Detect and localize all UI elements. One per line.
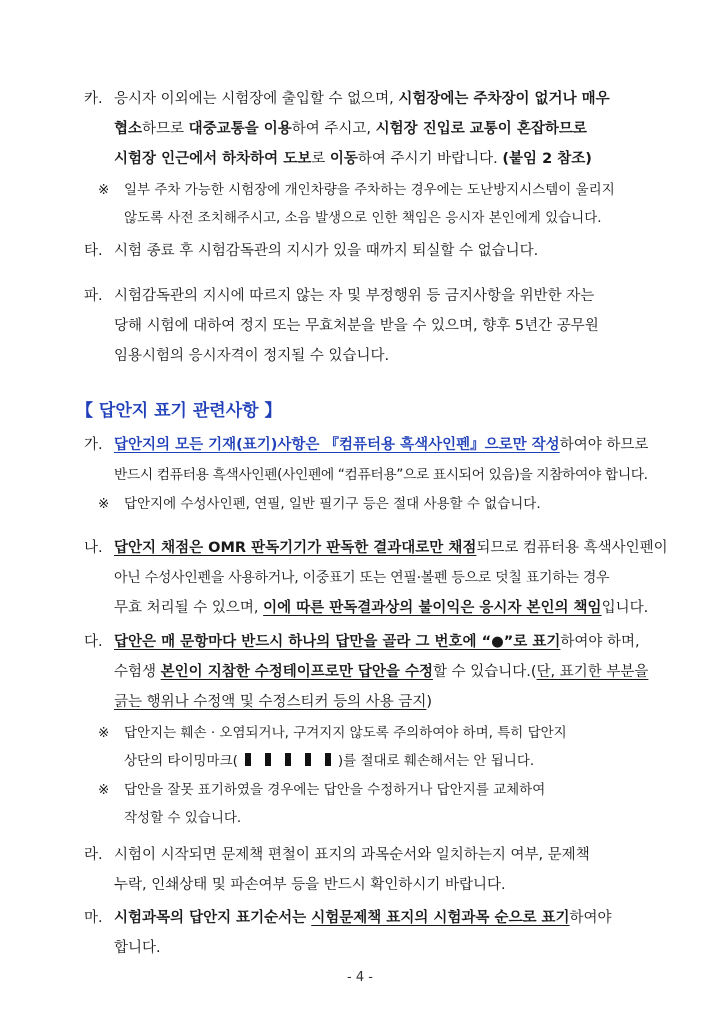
item-marker: 카. [84,91,103,107]
item-marker: 라. [84,847,103,863]
item-marker: 다. [84,634,103,650]
answer-item-ma [84,903,654,963]
item-line: 시험이 시작되면 문제책 편철이 표지의 과목순서와 일치하는지 여부, 문제책 [114,847,590,863]
note-marker: ※ [98,496,110,512]
item-line: 답안은 매 문항마다 반드시 하나의 답만을 골라 그 번호에 “●”로 표기하여야 하며, [114,634,640,650]
item-line: 응시자 이외에는 시험장에 출입할 수 없으며, 시험장에는 주차장이 없거나 매우 [114,91,610,107]
item-ta [84,236,654,266]
item-line: 시험감독관의 지시에 따르지 않는 자 및 부정행위 등 금지사항을 위반한 자는 [114,288,595,304]
note-marker: ※ [98,182,110,198]
answer-item-na [84,533,668,623]
note-marker: ※ [98,725,110,741]
note-line: 답안지는 훼손 · 오염되거나, 구겨지지 않도록 주의하여야 하며, 특히 답안지 [124,725,567,741]
note-line: 작성할 수 있습니다. [124,810,242,826]
item-line: 시험장 인근에서 하차하여 도보로 이동하여 주시기 바랍니다. (붙임 2 참조) [114,151,592,167]
answer-item-ra [84,840,654,900]
item-line: 반드시 컴퓨터용 흑색사인펜(사인펜에 “컴퓨터용”으로 표시되어 있음)을 지참하여야 합니다. [114,467,648,483]
item-pa [84,281,654,371]
item-line: 답안지의 모든 기재(표기)사항은 『컴퓨터용 흑색사인펜』으로만 작성하여야 하므로 [114,437,649,453]
item-line: 누락, 인쇄상태 및 파손여부 등을 반드시 확인하시기 바랍니다. [114,877,506,893]
item-line: 아닌 수성사인펜을 사용하거나, 이중표기 또는 연필·볼펜 등으로 덧칠 표기하는 경우 [114,570,610,586]
item-marker: 타. [84,243,103,259]
note-line: 상단의 타이밍마크( )를 절대로 훼손해서는 안 됩니다. [124,753,535,769]
note-ka [98,176,654,232]
item-line: 합니다. [114,940,161,956]
note-line: 답안을 잘못 표기하였을 경우에는 답안을 수정하거나 답안지를 교체하여 [124,782,546,798]
answer-item-ga [84,430,654,490]
section-title: 【 답안지 표기 관련사항 】 [76,401,282,421]
item-marker: 나. [84,540,103,556]
item-line: 무효 처리될 수 있으며, 이에 따른 판독결과상의 불이익은 응시자 본인의 책임입니다. [114,600,649,616]
item-line: 수험생 본인이 지참한 수정테이프로만 답안을 수정할 수 있습니다.(단, 표기한 부분을 [114,664,649,680]
item-line: 임용시험의 응시자격이 정지될 수 있습니다. [114,348,390,364]
note-da-2 [98,776,654,832]
item-marker: 마. [84,910,103,926]
item-marker: 가. [84,437,103,453]
note-ga [98,490,654,518]
note-line: 답안지에 수성사인펜, 연필, 일반 필기구 등은 절대 사용할 수 없습니다. [124,496,541,512]
answer-item-da [84,627,654,717]
note-line: 않도록 사전 조치해주시고, 소음 발생으로 인한 책임은 응시자 본인에게 있습니다. [124,210,602,226]
item-line: 당해 시험에 대하여 정지 또는 무효처분을 받을 수 있으며, 향후 5년간 공무원 [114,318,599,334]
page-number: - 4 - [347,970,373,985]
item-ka [84,84,654,174]
item-line: 시험 종료 후 시험감독관의 지시가 있을 때까지 퇴실할 수 없습니다. [114,243,539,259]
item-line: 협소하므로 대중교통을 이용하여 주시고, 시험장 진입로 교통이 혼잡하므로 [114,121,587,137]
timing-mark-icon [238,753,338,769]
item-line: 답안지 채점은 OMR 판독기기가 판독한 결과대로만 채점되므로 컴퓨터용 흑색사인펜이 [114,540,668,556]
item-line: 시험과목의 답안지 표기순서는 시험문제책 표지의 시험과목 순으로 표기하여야 [114,910,612,926]
note-line: 일부 주차 가능한 시험장에 개인차량을 주차하는 경우에는 도난방지시스템이 울리지 [124,182,615,198]
item-marker: 파. [84,288,103,304]
note-marker: ※ [98,782,110,798]
note-da-1 [98,719,654,775]
item-line: 긁는 행위나 수정액 및 수정스티커 등의 사용 금지) [114,694,433,710]
